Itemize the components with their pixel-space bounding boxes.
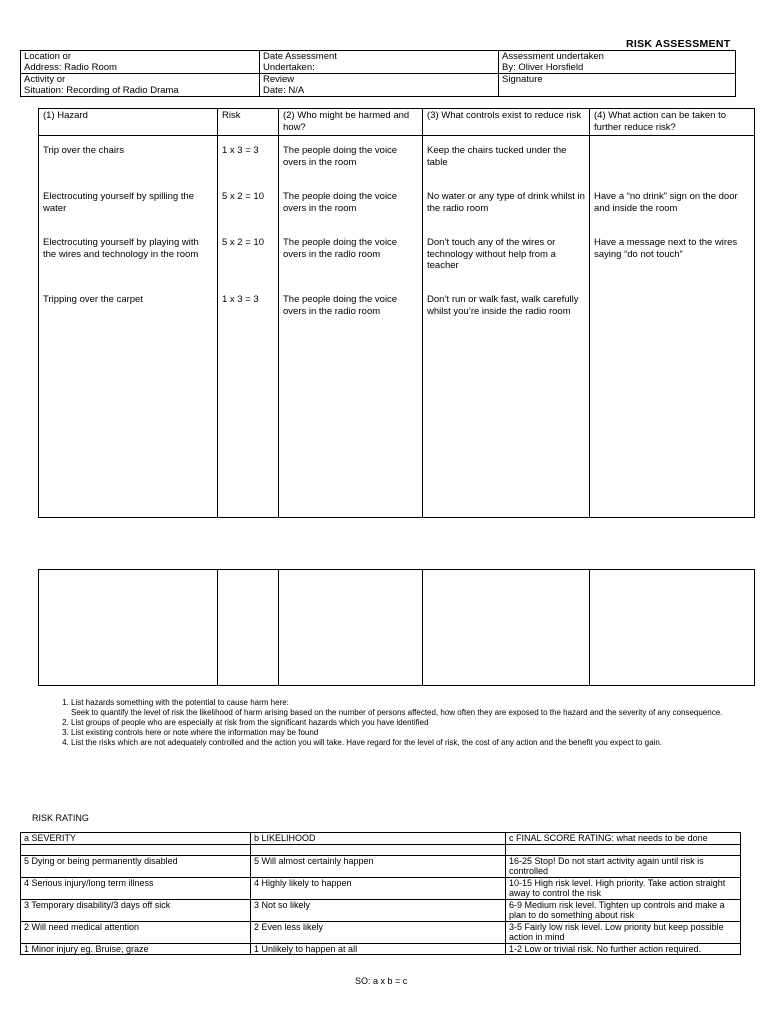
likelihood-cell: 1 Unlikely to happen at all (251, 943, 506, 955)
action-header: (4) What action can be taken to further reduce risk? (590, 109, 755, 136)
score-cell: 1-2 Low or trivial risk. No further action required. (506, 943, 741, 955)
controls-column (423, 136, 590, 518)
controls-item: Don’t touch any of the wires or technology without help from a teacher (427, 237, 556, 271)
header-info-table (20, 50, 736, 97)
blank-cell (39, 570, 218, 686)
who-item: The people doing the voice overs in the room (283, 145, 398, 168)
review-label: Review (263, 74, 295, 85)
risk-item: 1 x 3 = 3 (222, 294, 259, 305)
header-cell (260, 51, 499, 74)
assessment-undertaken-label: Assessment undertaken (502, 51, 604, 62)
instructions-list (55, 698, 751, 748)
score-cell: 6-9 Medium risk level. Tighten up controls and make a plan to do something about risk (506, 899, 741, 921)
hazard-column (39, 136, 218, 518)
assessor-value: By: Oliver Horsfield (502, 62, 584, 73)
activity-label: Activity or (24, 74, 66, 85)
score-cell: 10-15 High risk level. High priority. Take action straight away to control the risk (506, 877, 741, 899)
instruction-item: 2. List groups of people who are especially at risk from the significant hazards which you have identified (71, 718, 751, 728)
risk-rating-table (20, 832, 741, 955)
signature-label: Signature (502, 74, 543, 85)
who-item: The people doing the voice overs in the radio room (283, 294, 398, 317)
who-header: (2) Who might be harmed and how? (279, 109, 423, 136)
instruction-item: 3. List existing controls here or note where the information may be found (71, 728, 751, 738)
severity-cell: 2 Will need medical attention (21, 921, 251, 943)
instruction-item (71, 698, 751, 718)
spacer-cell (251, 844, 506, 855)
action-column (590, 136, 755, 518)
risk-column (218, 136, 279, 518)
instruction-subtext: Seek to quantify the level of risk the likelihood of harm arising based on the number of persons affected, how often they are exposed to the hazard and the severity of any consequence. (71, 708, 723, 717)
location-label: Location or (24, 51, 72, 62)
severity-header: a SEVERITY (21, 833, 251, 845)
controls-item: Don’t run or walk fast, walk carefully whilst you’re inside the radio room (427, 294, 579, 317)
spacer-cell (21, 844, 251, 855)
situation-value: Situation: Recording of Radio Drama (24, 85, 179, 96)
undertaken-label: Undertaken: (263, 62, 315, 73)
hazard-item: Tripping over the carpet (43, 294, 143, 305)
instruction-text: 1. List hazards something with the potential to cause harm here: (71, 698, 289, 707)
date-assessment-label: Date Assessment (263, 51, 337, 62)
header-cell (21, 51, 260, 74)
risk-item: 1 x 3 = 3 (222, 145, 259, 156)
header-cell (260, 74, 499, 97)
blank-cell (423, 570, 590, 686)
risk-item: 5 x 2 = 10 (222, 237, 264, 248)
action-item: Have a message next to the wires saying “do not touch” (594, 237, 738, 260)
severity-cell: 4 Serious injury/long term illness (21, 877, 251, 899)
likelihood-cell: 5 Will almost certainly happen (251, 855, 506, 877)
likelihood-cell: 4 Highly likely to happen (251, 877, 506, 899)
score-cell: 16-25 Stop! Do not start activity again until risk is controlled (506, 855, 741, 877)
hazard-header: (1) Hazard (39, 109, 218, 136)
blank-cell (279, 570, 423, 686)
action-item: Have a “no drink” sign on the door and inside the room (594, 191, 738, 214)
controls-item: No water or any type of drink whilst in the radio room (427, 191, 585, 214)
final-score-header: c FINAL SCORE RATING: what needs to be done (506, 833, 741, 845)
severity-cell: 1 Minor injury eg. Bruise, graze (21, 943, 251, 955)
blank-cell (218, 570, 279, 686)
score-cell: 3-5 Fairly low risk level. Low priority but keep possible action in mind (506, 921, 741, 943)
who-column (279, 136, 423, 518)
likelihood-cell: 2 Even less likely (251, 921, 506, 943)
hazard-item: Electrocuting yourself by playing with the wires and technology in the room (43, 237, 199, 260)
who-item: The people doing the voice overs in the radio room (283, 237, 398, 260)
controls-item: Keep the chairs tucked under the table (427, 145, 567, 168)
header-cell (499, 74, 736, 97)
document-title: RISK ASSESSMENT (626, 38, 731, 50)
blank-cell (590, 570, 755, 686)
hazard-item: Electrocuting yourself by spilling the water (43, 191, 195, 214)
risk-item: 5 x 2 = 10 (222, 191, 264, 202)
spacer-cell (506, 844, 741, 855)
blank-continuation-table (38, 569, 755, 686)
hazard-table (38, 108, 755, 518)
who-item: The people doing the voice overs in the room (283, 191, 398, 214)
risk-rating-label: RISK RATING (32, 813, 89, 823)
hazard-item: Trip over the chairs (43, 145, 124, 156)
severity-cell: 3 Temporary disability/3 days off sick (21, 899, 251, 921)
severity-cell: 5 Dying or being permanently disabled (21, 855, 251, 877)
header-cell (499, 51, 736, 74)
controls-header: (3) What controls exist to reduce risk (423, 109, 590, 136)
score-formula: SO: a x b = c (355, 976, 408, 986)
likelihood-cell: 3 Not so likely (251, 899, 506, 921)
likelihood-header: b LIKELIHOOD (251, 833, 506, 845)
review-date-value: Date: N/A (263, 85, 305, 96)
address-value: Address: Radio Room (24, 62, 117, 73)
header-cell (21, 74, 260, 97)
instruction-item: 4. List the risks which are not adequately controlled and the action you will take. Have regard for the level of risk, the cost of any action and the benefit you expect to gain. (71, 738, 751, 748)
risk-header: Risk (218, 109, 279, 136)
